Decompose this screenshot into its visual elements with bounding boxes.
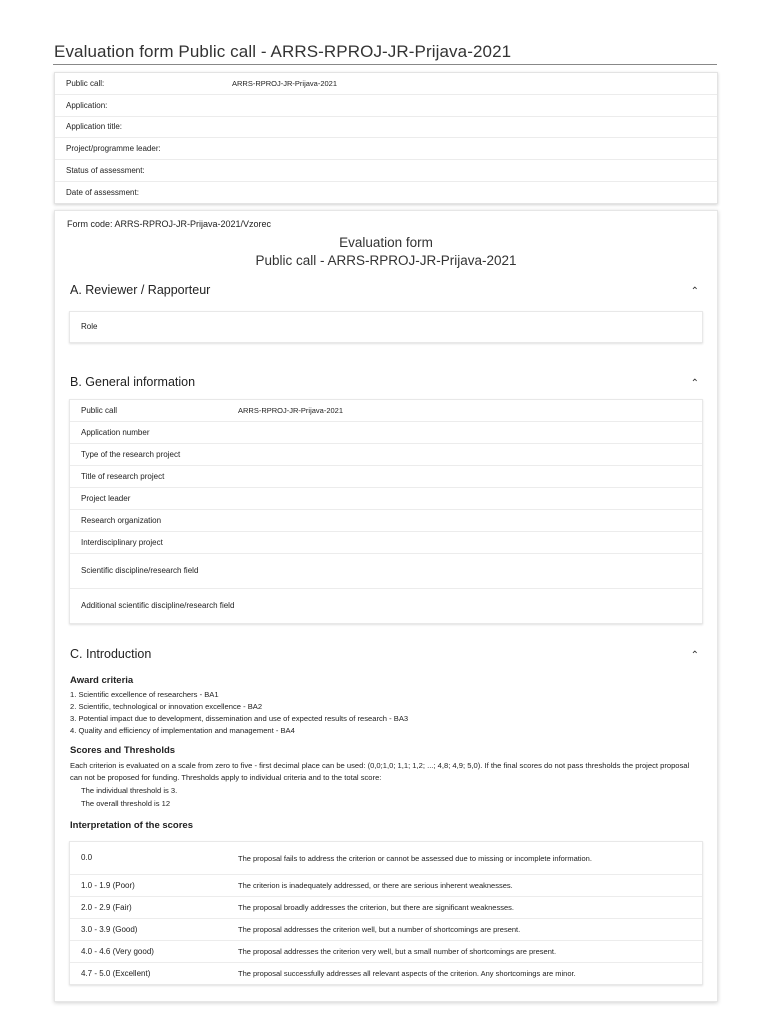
section-a-table: [69, 311, 703, 343]
award-item: 2. Scientific, technological or innovation excellence - BA2: [70, 702, 263, 711]
award-item: 1. Scientific excellence of researchers - BA1: [70, 690, 219, 699]
field-label: Additional scientific discipline/research field: [81, 601, 235, 610]
chevron-up-icon[interactable]: ⌃: [690, 378, 699, 389]
page-title: Evaluation form Public call - ARRS-RPROJ-JR-Prijava-2021: [54, 42, 512, 61]
summary-row: [55, 94, 717, 116]
score-range: 2.0 - 2.9 (Fair): [81, 902, 132, 912]
summary-row: [55, 137, 717, 159]
score-range: 3.0 - 3.9 (Good): [81, 924, 138, 934]
table-row: [70, 531, 702, 553]
table-row: [70, 487, 702, 509]
summary-label: Project/programme leader:: [66, 144, 161, 154]
section-b-table: [69, 399, 703, 624]
score-range: 4.7 - 5.0 (Excellent): [81, 968, 151, 978]
score-range: 1.0 - 1.9 (Poor): [81, 880, 135, 890]
summary-row: [55, 159, 717, 181]
score-meaning: The proposal fails to address the criterion or cannot be assessed due to missing or incomplete information.: [238, 853, 592, 863]
table-row: [70, 874, 702, 896]
section-b-title[interactable]: B. General information: [70, 375, 196, 389]
summary-label: Application:: [66, 100, 108, 110]
score-meaning: The proposal broadly addresses the criterion, but there are significant weaknesses.: [238, 903, 514, 912]
field-label: Scientific discipline/research field: [81, 566, 199, 575]
threshold-overall: The overall threshold is 12: [81, 799, 171, 808]
field-label: Role: [81, 322, 98, 331]
summary-label: Public call:: [66, 78, 105, 88]
title-divider: [53, 64, 717, 65]
summary-label: Status of assessment:: [66, 166, 145, 176]
threshold-individual: The individual threshold is 3.: [81, 786, 178, 795]
evaluation-form-card: [54, 210, 718, 1002]
chevron-up-icon[interactable]: ⌃: [690, 286, 699, 297]
field-label: Type of the research project: [81, 449, 181, 459]
table-row: [70, 918, 702, 940]
field-label: Application number: [81, 427, 150, 437]
table-row: [70, 896, 702, 918]
form-code: Form code: ARRS-RPROJ-JR-Prijava-2021/Vzorec: [67, 219, 272, 229]
field-value: ARRS-RPROJ-JR-Prijava-2021: [238, 406, 344, 415]
table-row: [70, 465, 702, 487]
score-range: 0.0: [81, 853, 93, 862]
table-row: [70, 940, 702, 962]
field-label: Title of research project: [81, 471, 165, 481]
summary-value: ARRS-RPROJ-JR-Prijava-2021: [232, 78, 338, 88]
score-meaning: The proposal addresses the criterion well, but a number of shortcomings are present.: [238, 925, 521, 934]
table-row: [70, 553, 702, 588]
interpretation-table: [69, 841, 703, 985]
interpretation-heading: Interpretation of the scores: [70, 820, 193, 831]
field-label: Project leader: [81, 493, 131, 503]
table-row: [70, 509, 702, 531]
table-row: [70, 400, 702, 421]
table-row: [70, 842, 702, 874]
summary-row: [55, 73, 717, 94]
field-label: Interdisciplinary project: [81, 537, 163, 547]
section-c-title[interactable]: C. Introduction: [70, 647, 152, 661]
table-row: [70, 962, 702, 984]
summary-row: [55, 181, 717, 203]
chevron-up-icon[interactable]: ⌃: [690, 650, 699, 661]
summary-label: Application title:: [66, 122, 123, 132]
award-item: 3. Potential impact due to development, dissemination and use of expected results of research - BA3: [70, 714, 409, 723]
score-meaning: The proposal addresses the criterion very well, but a small number of shortcomings are present.: [238, 947, 557, 956]
field-label: Research organization: [81, 515, 162, 525]
summary-label: Date of assessment:: [66, 187, 139, 197]
score-range: 4.0 - 4.6 (Very good): [81, 946, 154, 956]
scores-heading: Scores and Thresholds: [70, 745, 176, 756]
award-criteria-heading: Award criteria: [70, 675, 134, 686]
table-row: [70, 443, 702, 465]
table-row: [70, 421, 702, 443]
score-meaning: The proposal successfully addresses all relevant aspects of the criterion. Any shortcomings are minor.: [238, 969, 576, 978]
section-a-title[interactable]: A. Reviewer / Rapporteur: [70, 283, 211, 297]
award-item: 4. Quality and efficiency of implementation and management - BA4: [70, 726, 295, 735]
score-meaning: The criterion is inadequately addressed, or there are serious inherent weaknesses.: [238, 881, 513, 890]
field-label: Public call: [81, 405, 118, 415]
summary-table: [54, 72, 718, 204]
summary-row: [55, 116, 717, 138]
table-row: [70, 588, 702, 623]
form-heading-title: Evaluation form: [339, 235, 433, 250]
scores-description: Each criterion is evaluated on a scale from zero to five - first decimal place can be used: (0,0;1,0; 1,1; 1,2; ...; 4,8; 4,9; 5,0). If the final scores do not pass thresholds the project proposal can not be proposed for funding. Thresholds apply to individual criteria and to the total score:: [70, 761, 690, 782]
form-heading-subtitle: Public call - ARRS-RPROJ-JR-Prijava-2021: [255, 253, 517, 268]
table-row: [70, 312, 702, 342]
